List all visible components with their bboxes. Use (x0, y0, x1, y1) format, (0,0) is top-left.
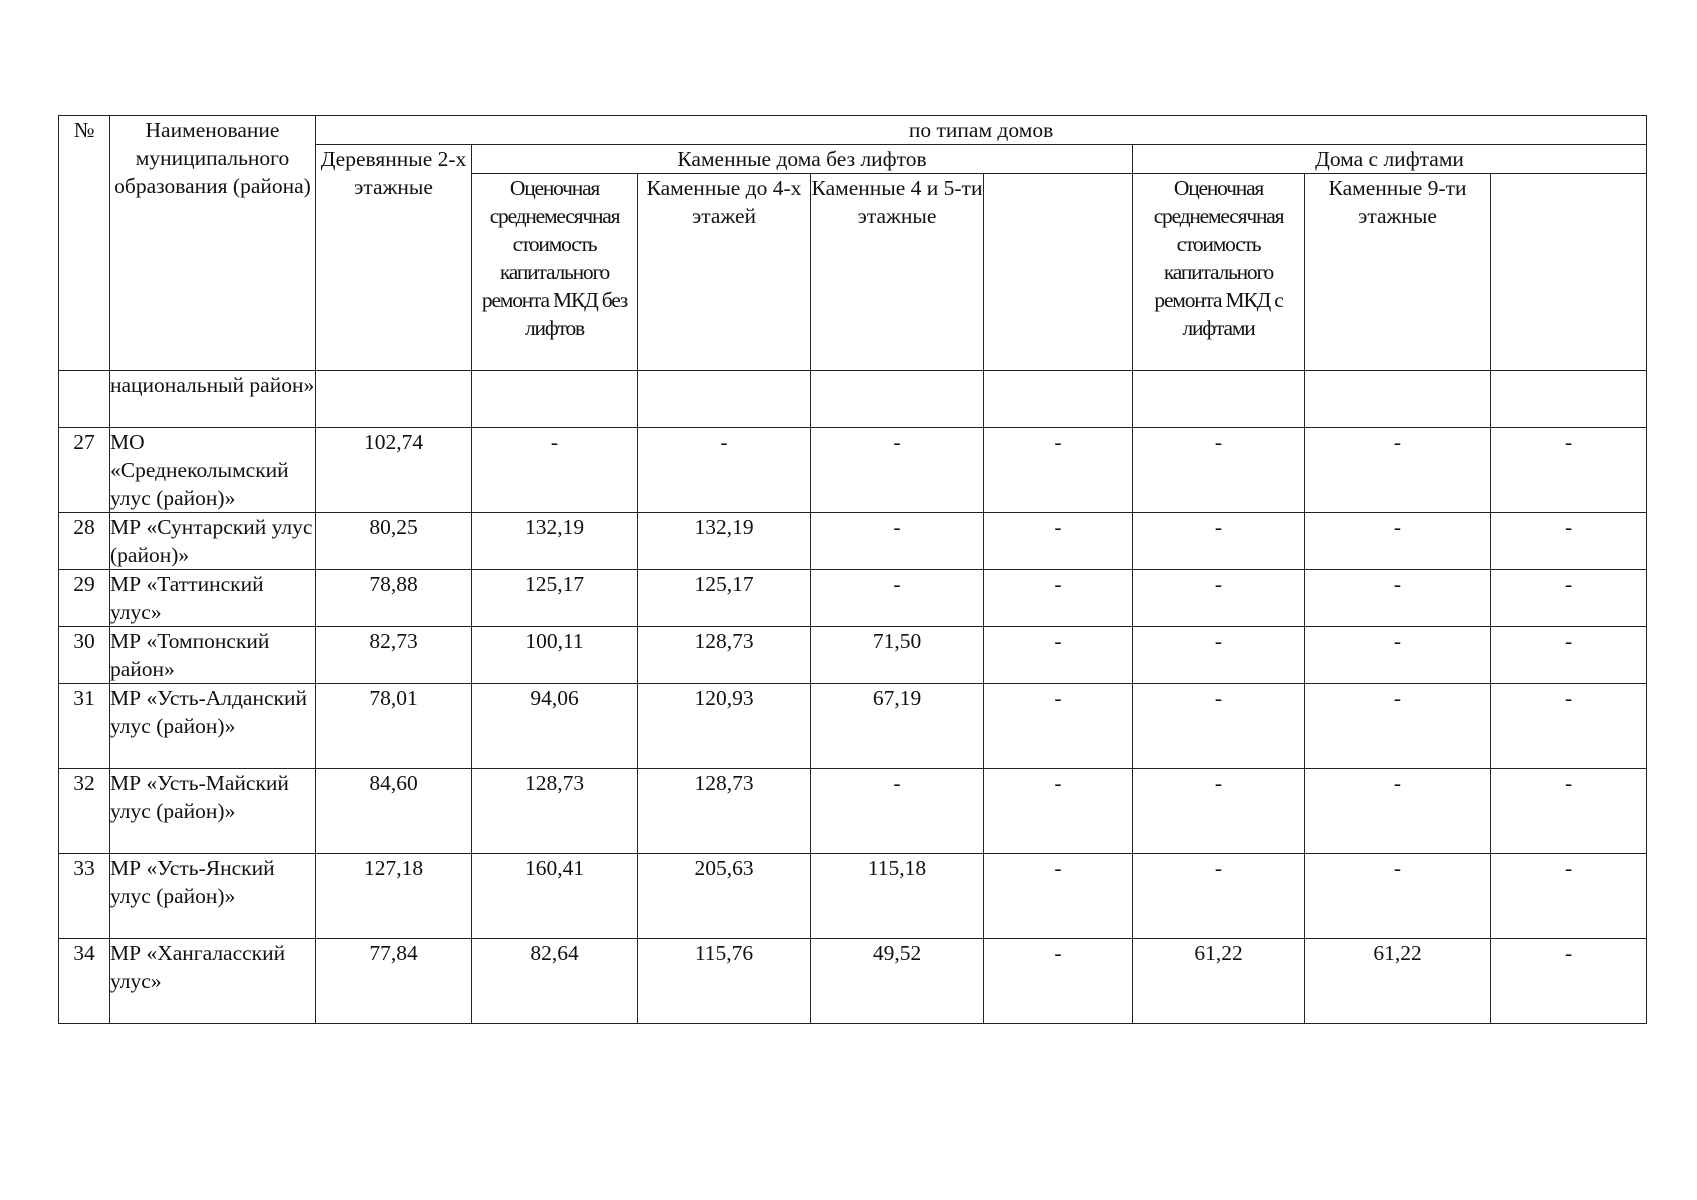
header-lift-9: Каменные 9-ти этажные (1305, 174, 1491, 371)
row-name-cell: МР «Усть-Янский улус (район)» (110, 854, 316, 939)
value-cell: - (1305, 627, 1491, 684)
value-cell: 125,17 (472, 570, 638, 627)
table-row (59, 854, 1647, 939)
value-cell (316, 371, 472, 428)
value-cell: 127,18 (316, 854, 472, 939)
header-lift-cost: Оценочная среднемесячная стоимость капитального ремонта МКД с лифтами (1133, 174, 1305, 371)
value-cell: - (1491, 513, 1647, 570)
value-cell: 125,17 (638, 570, 811, 627)
table-header (59, 116, 1647, 371)
row-name-cell: МР «Хангаласский улус» (110, 939, 316, 1024)
value-cell: 115,76 (638, 939, 811, 1024)
row-num-cell: 30 (59, 627, 110, 684)
value-cell: - (472, 428, 638, 513)
value-cell: - (984, 513, 1133, 570)
table-row (59, 769, 1647, 854)
value-cell: - (1133, 513, 1305, 570)
header-stone-empty (984, 174, 1133, 371)
value-cell: - (1491, 428, 1647, 513)
row-name-cell: МР «Томпонский район» (110, 627, 316, 684)
row-num-cell (59, 371, 110, 428)
value-cell: - (1133, 627, 1305, 684)
header-stone-under4: Каменные до 4-х этажей (638, 174, 811, 371)
row-name-cell: МР «Сунтарский улус (район)» (110, 513, 316, 570)
value-cell: - (1491, 570, 1647, 627)
value-cell: - (1133, 854, 1305, 939)
row-name-cell: МР «Таттинский улус» (110, 570, 316, 627)
value-cell: 205,63 (638, 854, 811, 939)
value-cell: 61,22 (1133, 939, 1305, 1024)
row-num-cell: 33 (59, 854, 110, 939)
value-cell: 71,50 (811, 627, 984, 684)
header-wooden: Деревянные 2-х этажные (316, 145, 472, 371)
value-cell: 82,64 (472, 939, 638, 1024)
table-row (59, 513, 1647, 570)
value-cell: 94,06 (472, 684, 638, 769)
table-row (59, 939, 1647, 1024)
value-cell: - (1133, 769, 1305, 854)
value-cell: 67,19 (811, 684, 984, 769)
header-lift-group: Дома с лифтами (1133, 145, 1647, 174)
table-body (59, 371, 1647, 1024)
value-cell: 80,25 (316, 513, 472, 570)
row-name-cell: национальный район» (110, 371, 316, 428)
value-cell: - (1305, 769, 1491, 854)
header-num: № (59, 116, 110, 371)
value-cell: 128,73 (638, 627, 811, 684)
row-num-cell: 31 (59, 684, 110, 769)
value-cell: - (984, 428, 1133, 513)
value-cell: 100,11 (472, 627, 638, 684)
row-name-cell: МР «Усть-Алданский улус (район)» (110, 684, 316, 769)
value-cell: - (1133, 428, 1305, 513)
row-num-cell: 32 (59, 769, 110, 854)
table-row (59, 428, 1647, 513)
header-stone-group: Каменные дома без лифтов (472, 145, 1133, 174)
value-cell (638, 371, 811, 428)
value-cell: - (1305, 428, 1491, 513)
value-cell: - (1133, 684, 1305, 769)
value-cell: - (1305, 684, 1491, 769)
value-cell: - (984, 570, 1133, 627)
value-cell: - (1491, 769, 1647, 854)
value-cell: - (984, 769, 1133, 854)
value-cell: 115,18 (811, 854, 984, 939)
value-cell (811, 371, 984, 428)
value-cell: - (811, 513, 984, 570)
table-row (59, 684, 1647, 769)
value-cell: - (638, 428, 811, 513)
value-cell (472, 371, 638, 428)
value-cell: - (811, 570, 984, 627)
value-cell: - (1491, 684, 1647, 769)
value-cell: 128,73 (638, 769, 811, 854)
row-num-cell: 29 (59, 570, 110, 627)
table-row-continuation (59, 371, 1647, 428)
value-cell: - (811, 769, 984, 854)
value-cell (1491, 371, 1647, 428)
value-cell: 61,22 (1305, 939, 1491, 1024)
value-cell (1305, 371, 1491, 428)
value-cell: - (1491, 939, 1647, 1024)
value-cell: - (984, 939, 1133, 1024)
value-cell: 82,73 (316, 627, 472, 684)
value-cell: 102,74 (316, 428, 472, 513)
header-by-type: по типам домов (316, 116, 1647, 145)
value-cell: - (984, 854, 1133, 939)
header-stone-cost: Оценочная среднемесячная стоимость капитального ремонта МКД без лифтов (472, 174, 638, 371)
row-num-cell: 27 (59, 428, 110, 513)
value-cell: - (984, 684, 1133, 769)
row-name-cell: МР «Усть-Майский улус (район)» (110, 769, 316, 854)
value-cell: - (1305, 854, 1491, 939)
value-cell: 160,41 (472, 854, 638, 939)
value-cell: - (984, 627, 1133, 684)
value-cell: - (1491, 627, 1647, 684)
header-lift-empty (1491, 174, 1647, 371)
value-cell: 49,52 (811, 939, 984, 1024)
value-cell: - (811, 428, 984, 513)
value-cell: 132,19 (472, 513, 638, 570)
value-cell: 78,88 (316, 570, 472, 627)
value-cell: 132,19 (638, 513, 811, 570)
table-row (59, 570, 1647, 627)
value-cell: 78,01 (316, 684, 472, 769)
value-cell (1133, 371, 1305, 428)
value-cell (984, 371, 1133, 428)
header-stone-4-5: Каменные 4 и 5-ти этажные (811, 174, 984, 371)
value-cell: 77,84 (316, 939, 472, 1024)
header-name: Наименование муниципального образования (района) (110, 116, 316, 371)
row-name-cell: МО «Среднеколымский улус (район)» (110, 428, 316, 513)
value-cell: - (1133, 570, 1305, 627)
value-cell: 128,73 (472, 769, 638, 854)
value-cell: - (1305, 513, 1491, 570)
value-cell: - (1491, 854, 1647, 939)
row-num-cell: 34 (59, 939, 110, 1024)
cost-table (58, 115, 1647, 1024)
value-cell: 120,93 (638, 684, 811, 769)
value-cell: - (1305, 570, 1491, 627)
value-cell: 84,60 (316, 769, 472, 854)
table-row (59, 627, 1647, 684)
row-num-cell: 28 (59, 513, 110, 570)
